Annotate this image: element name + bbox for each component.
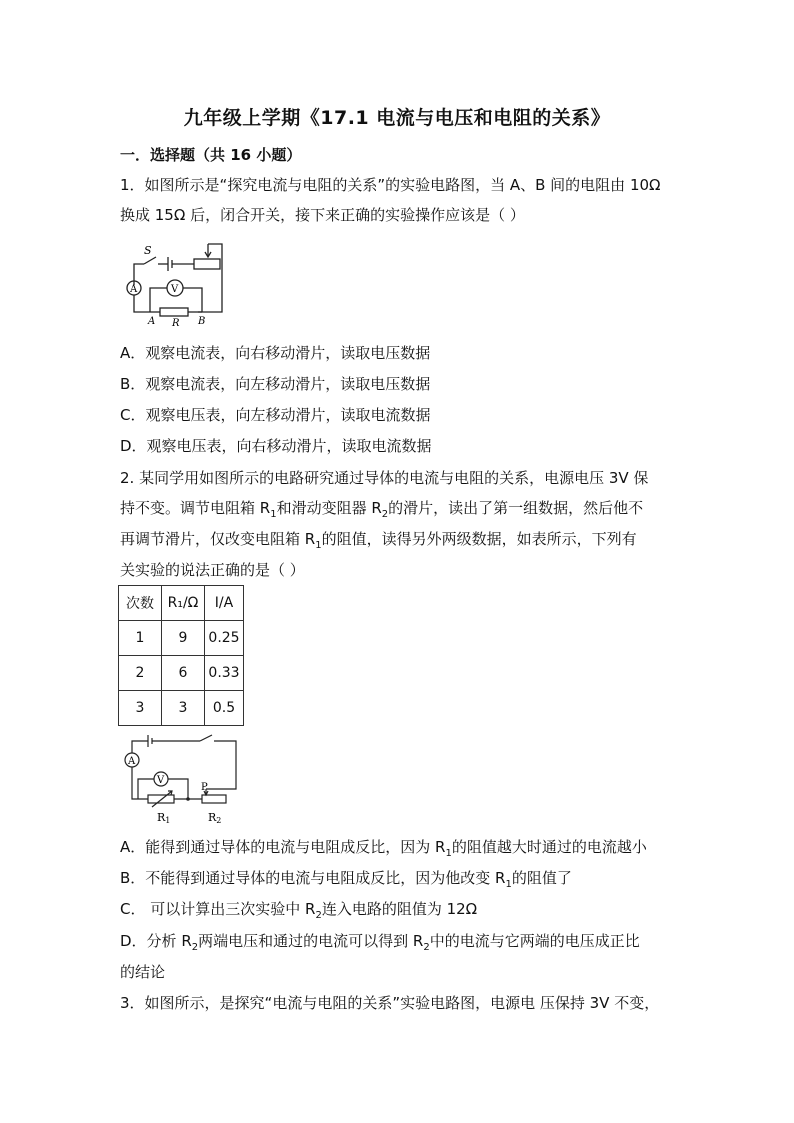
q1-point-b-label: B xyxy=(198,316,206,327)
table-cell: 0.5 xyxy=(205,691,244,726)
table-header-cell: I/A xyxy=(205,586,244,621)
q1-circuit-diagram xyxy=(118,238,230,330)
q2-option-d[interactable]: D．分析 $R_2$两端电压和通过的电流可以得到 $R_2$中的电流与它两端的电压成正比 xyxy=(120,932,640,953)
table-cell: 0.25 xyxy=(205,621,244,656)
table-cell: 3 xyxy=(162,691,205,726)
q1-option-c[interactable]: C．观察电压表，向左移动滑片，读取电流数据 xyxy=(120,406,431,424)
q2-stem-line4: 关实验的说法正确的是（ ） xyxy=(120,561,305,579)
q1-voltmeter-label: V xyxy=(171,284,179,295)
q2-r1-label: R1 xyxy=(157,811,171,825)
q1-point-a-label: A xyxy=(148,316,156,327)
q2-ammeter-label: A xyxy=(128,756,136,767)
table-cell: 2 xyxy=(119,656,162,691)
table-row xyxy=(119,656,244,691)
q1-option-a[interactable]: A．观察电流表，向右移动滑片，读取电压数据 xyxy=(120,344,431,362)
table-header-cell: 次数 xyxy=(119,586,162,621)
table-row xyxy=(119,621,244,656)
q2-circuit-diagram xyxy=(118,733,242,827)
q1-option-b[interactable]: B．观察电流表，向左移动滑片，读取电压数据 xyxy=(120,375,431,393)
table-cell: 6 xyxy=(162,656,205,691)
q1-stem-line2: 换成 15Ω 后，闭合开关，接下来正确的实验操作应该是（ ） xyxy=(120,206,525,224)
table-row xyxy=(119,691,244,726)
table-cell: 1 xyxy=(119,621,162,656)
q1-resistor-label: R xyxy=(172,318,180,329)
q2-option-c[interactable]: C． 可以计算出三次实验中 $R_2$连入电路的阻值为 12Ω xyxy=(120,900,478,921)
q2-stem-line1: 2. 某同学用如图所示的电路研究通过导体的电流与电阻的关系，电源电压 3V 保 xyxy=(120,469,649,487)
q2-option-a[interactable]: A．能得到通过导体的电流与电阻成反比，因为 $R_1$的阻值越大时通过的电流越小 xyxy=(120,838,647,859)
q1-option-d[interactable]: D．观察电压表，向右移动滑片，读取电流数据 xyxy=(120,437,432,455)
q2-stem-line3: 再调节滑片，仅改变电阻箱 $R_1$的阻值，读得另外两级数据，如表所示，下列有 xyxy=(120,530,637,551)
table-header-cell: R₁/Ω xyxy=(162,586,205,621)
q3-stem-line1: 3．如图所示，是探究“电流与电阻的关系”实验电路图，电源电 压保持 3V 不变， xyxy=(120,994,660,1012)
table-cell: 0.33 xyxy=(205,656,244,691)
q2-voltmeter-label: V xyxy=(157,775,165,786)
q2-slider-p-label: P xyxy=(201,782,208,793)
q1-ammeter-label: A xyxy=(130,284,138,295)
table-cell: 3 xyxy=(119,691,162,726)
q1-switch-label: S xyxy=(144,244,152,257)
q2-stem-line2: 持不变。调节电阻箱 $R_1$和滑动变阻器 $R_2$的滑片，读出了第一组数据，然后他不 xyxy=(120,499,644,520)
q2-r2-label: R2 xyxy=(208,811,222,825)
table-header-row xyxy=(119,586,244,621)
q2-option-d-continued: 的结论 xyxy=(120,963,166,981)
q2-option-b[interactable]: B．不能得到通过导体的电流与电阻成反比，因为他改变 $R_1$的阻值了 xyxy=(120,869,572,890)
page-title: 九年级上学期《17.1 电流与电压和电阻的关系》 xyxy=(183,107,611,129)
q1-stem-line1: 1．如图所示是“探究电流与电阻的关系”的实验电路图，当 A、B 间的电阻由 10Ω xyxy=(120,176,661,194)
table-cell: 9 xyxy=(162,621,205,656)
q2-data-table xyxy=(118,585,244,726)
section-heading: 一．选择题（共 16 小题） xyxy=(120,146,302,164)
